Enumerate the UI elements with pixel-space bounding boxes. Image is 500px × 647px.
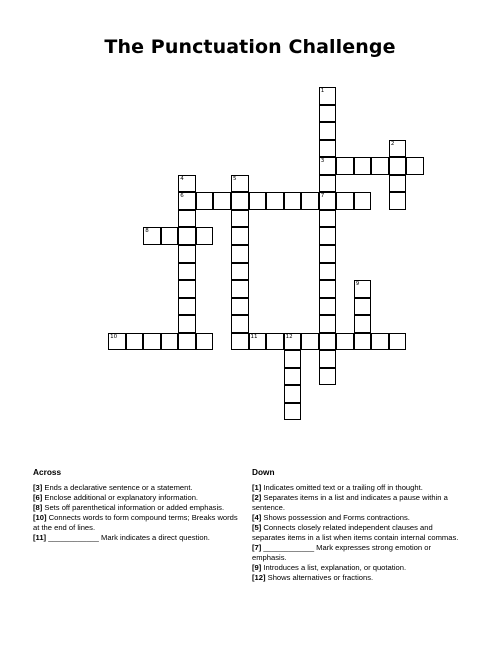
crossword-cell[interactable] xyxy=(371,333,389,351)
crossword-cell[interactable] xyxy=(284,403,302,421)
clue-number: [7] xyxy=(252,543,262,552)
down-clue xyxy=(252,483,462,493)
crossword-cell[interactable] xyxy=(284,192,302,210)
clue-number: [12] xyxy=(252,573,266,582)
clue-text: Connects closely related independent clauses and separates items in a list when items contain internal commas. xyxy=(252,523,459,542)
clue-number-label: 1 xyxy=(320,88,325,94)
crossword-cell[interactable] xyxy=(231,192,249,210)
crossword-cell[interactable] xyxy=(389,157,407,175)
crossword-cell[interactable] xyxy=(319,245,337,263)
crossword-cell[interactable] xyxy=(196,192,214,210)
crossword-cell[interactable] xyxy=(178,245,196,263)
crossword-cell[interactable] xyxy=(319,140,337,158)
down-clue xyxy=(252,513,462,523)
crossword-cell[interactable] xyxy=(336,192,354,210)
crossword-cell[interactable] xyxy=(354,298,372,316)
crossword-cell[interactable] xyxy=(231,263,249,281)
down-clue xyxy=(252,523,462,543)
crossword-cell[interactable] xyxy=(231,175,249,193)
crossword-cell[interactable] xyxy=(406,157,424,175)
crossword-cell[interactable] xyxy=(389,333,407,351)
crossword-cell[interactable] xyxy=(354,315,372,333)
crossword-cell[interactable] xyxy=(213,192,231,210)
clue-number: [11] xyxy=(33,533,47,542)
down-clue-list xyxy=(252,483,462,583)
crossword-cell[interactable] xyxy=(231,333,249,351)
crossword-cell[interactable] xyxy=(319,122,337,140)
crossword-cell[interactable] xyxy=(266,192,284,210)
crossword-cell[interactable] xyxy=(266,333,284,351)
crossword-cell[interactable] xyxy=(231,298,249,316)
clue-number: [9] xyxy=(252,563,262,572)
down-clue xyxy=(252,493,462,513)
clue-text: ____________ Mark indicates a direct question. xyxy=(46,533,210,542)
crossword-cell[interactable] xyxy=(319,192,337,210)
clue-number: [4] xyxy=(252,513,262,522)
crossword-cell[interactable] xyxy=(319,87,337,105)
crossword-cell[interactable] xyxy=(301,192,319,210)
crossword-cell[interactable] xyxy=(231,315,249,333)
puzzle-title: The Punctuation Challenge xyxy=(104,36,396,58)
clue-text: Indicates omitted text or a trailing off in thought. xyxy=(261,483,423,492)
clue-number-label: 5 xyxy=(232,175,237,182)
across-clue xyxy=(33,493,243,503)
crossword-cell[interactable] xyxy=(354,280,372,298)
crossword-cell[interactable] xyxy=(143,227,161,245)
down-heading: Down xyxy=(252,467,275,477)
crossword-cell[interactable] xyxy=(389,192,407,210)
crossword-cell[interactable] xyxy=(319,280,337,298)
clue-text: Shows alternatives or fractions. xyxy=(265,573,374,582)
clue-text: Ends a declarative sentence or a statement. xyxy=(42,483,193,492)
crossword-cell[interactable] xyxy=(354,192,372,210)
crossword-cell[interactable] xyxy=(319,105,337,123)
crossword-cell[interactable] xyxy=(249,333,267,351)
across-clue xyxy=(33,513,243,533)
across-clue-list xyxy=(33,483,243,543)
crossword-cell[interactable] xyxy=(126,333,144,351)
crossword-cell[interactable] xyxy=(178,263,196,281)
crossword-cell[interactable] xyxy=(231,280,249,298)
crossword-cell[interactable] xyxy=(389,140,407,158)
clue-number-label: 7 xyxy=(320,193,325,200)
crossword-cell[interactable] xyxy=(284,385,302,403)
crossword-cell[interactable] xyxy=(284,350,302,368)
crossword-cell[interactable] xyxy=(319,263,337,281)
crossword-cell[interactable] xyxy=(249,192,267,210)
clue-text: Introduces a list, explanation, or quotation. xyxy=(261,563,407,572)
across-heading: Across xyxy=(33,467,62,477)
crossword-cell[interactable] xyxy=(178,280,196,298)
crossword-cell[interactable] xyxy=(178,333,196,351)
crossword-cell[interactable] xyxy=(319,175,337,193)
clue-number-label: 12 xyxy=(285,333,293,340)
clue-number-label: 10 xyxy=(110,333,118,340)
crossword-cell[interactable] xyxy=(178,315,196,333)
clue-number-label: 4 xyxy=(180,175,184,182)
clue-number-label: 8 xyxy=(145,228,149,235)
crossword-cell[interactable] xyxy=(178,210,196,228)
clue-number: [5] xyxy=(252,523,262,532)
crossword-cell[interactable] xyxy=(284,368,302,386)
clue-number-label: 9 xyxy=(355,281,360,288)
clue-text: Separates items in a list and indicates a pause within a sentence. xyxy=(252,493,448,512)
clue-text: ____________ Mark expresses strong emotion or emphasis. xyxy=(252,543,431,562)
crossword-cell[interactable] xyxy=(178,227,196,245)
crossword-cell[interactable] xyxy=(319,157,337,175)
clue-number: [2] xyxy=(252,493,262,502)
crossword-cell[interactable] xyxy=(371,157,389,175)
crossword-cell[interactable] xyxy=(319,333,337,351)
crossword-cell[interactable] xyxy=(319,298,337,316)
clue-number: [1] xyxy=(252,483,262,492)
crossword-cell[interactable] xyxy=(231,210,249,228)
across-clue xyxy=(33,533,243,543)
crossword-cell[interactable] xyxy=(161,227,179,245)
down-clue xyxy=(252,573,462,583)
crossword-cell[interactable] xyxy=(196,227,214,245)
across-clue xyxy=(33,483,243,493)
clue-text: Sets off parenthetical information or added emphasis. xyxy=(42,503,225,512)
down-clues xyxy=(252,467,462,583)
clue-text: Connects words to form compound terms; Breaks words at the end of lines. xyxy=(33,513,238,532)
clue-text: Enclose additional or explanatory information. xyxy=(42,493,199,502)
clue-number-label: 2 xyxy=(390,140,395,147)
crossword-cell[interactable] xyxy=(108,333,126,351)
crossword-cell[interactable] xyxy=(161,333,179,351)
clue-number-label: 6 xyxy=(180,193,184,200)
clue-text: Shows possession and Forms contractions. xyxy=(261,513,410,522)
down-clue xyxy=(252,543,462,563)
crossword-cell[interactable] xyxy=(301,333,319,351)
clue-number: [8] xyxy=(33,503,43,512)
clue-number: [10] xyxy=(33,513,47,522)
crossword-cell[interactable] xyxy=(231,245,249,263)
crossword-cell[interactable] xyxy=(354,333,372,351)
crossword-cell[interactable] xyxy=(178,298,196,316)
crossword-cell[interactable] xyxy=(143,333,161,351)
crossword-cell[interactable] xyxy=(319,315,337,333)
crossword-cell[interactable] xyxy=(231,227,249,245)
crossword-cell[interactable] xyxy=(284,333,302,351)
crossword-cell[interactable] xyxy=(319,210,337,228)
clue-number-label: 3 xyxy=(320,158,325,165)
across-clue xyxy=(33,503,243,513)
crossword-cell[interactable] xyxy=(319,368,337,386)
clue-number: [6] xyxy=(33,493,43,502)
clue-number-label: 11 xyxy=(250,333,258,340)
down-clue xyxy=(252,563,462,573)
crossword-cell[interactable] xyxy=(389,175,407,193)
crossword-cell[interactable] xyxy=(196,333,214,351)
crossword-cell[interactable] xyxy=(336,333,354,351)
crossword-cell[interactable] xyxy=(319,227,337,245)
crossword-cell[interactable] xyxy=(319,350,337,368)
across-clues xyxy=(33,467,243,543)
crossword-cell[interactable] xyxy=(336,157,354,175)
crossword-cell[interactable] xyxy=(354,157,372,175)
crossword-cell[interactable] xyxy=(178,175,196,193)
clue-number: [3] xyxy=(33,483,43,492)
crossword-cell[interactable] xyxy=(178,192,196,210)
